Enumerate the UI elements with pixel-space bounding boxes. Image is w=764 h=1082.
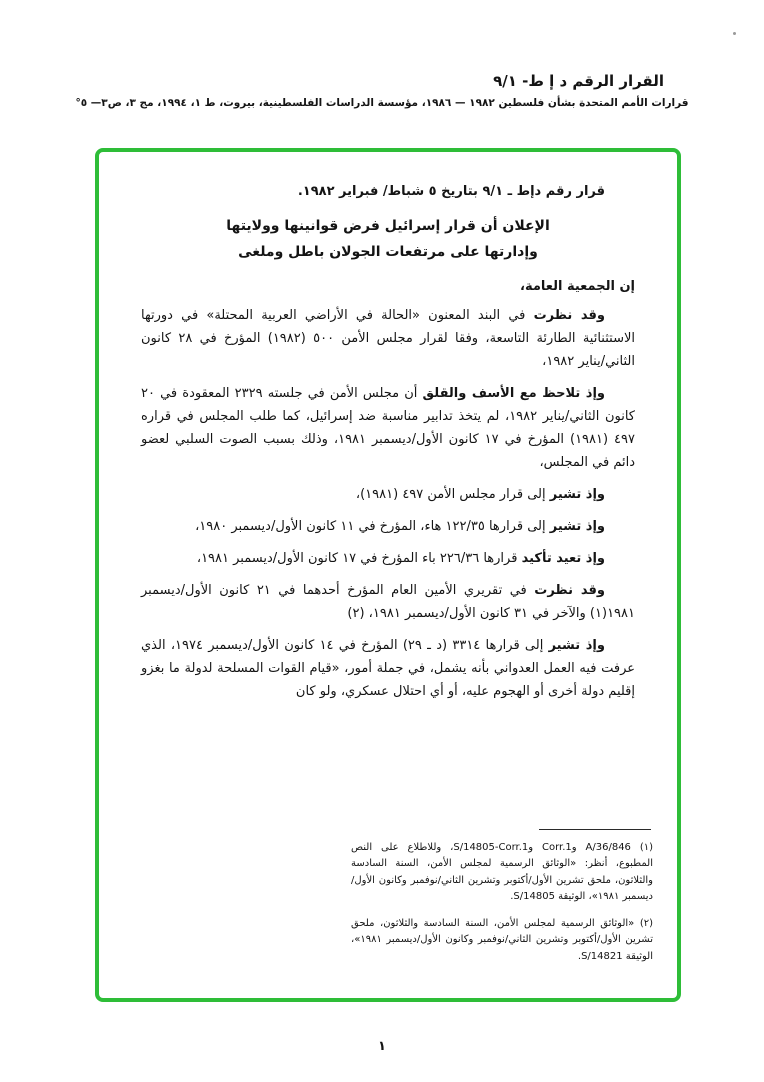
footnote-marker: (١) [639, 841, 654, 853]
source-citation-line: قرارات الأمم المتحدة بشأن فلسطين ١٩٨٢ — ١٩٨٦، مؤسسة الدراسات الفلسطينية، بيروت، ط ١، ١٩٩٤، مج ٣، ص٣— ٥° [75, 97, 689, 109]
resolution-title-line-1: الإعلان أن قرار إسرائيل فرض قوانينها وولايتها [226, 218, 550, 234]
clause-text: في تقريري الأمين العام المؤرخ أحدهما في ٢١ كانون الأول/ديسمبر ١٩٨١(١) والآخر في ٣١ كانون الأول/ديسمبر ١٩٨١، (٢) [141, 583, 635, 621]
clause-lead: وإذ تعيد تأكيد [521, 551, 605, 566]
footnote-item [351, 840, 653, 906]
clause-lead: وإذ تشير [548, 638, 605, 653]
clause-lead: وقد نظرت [533, 308, 605, 323]
clause-text: أن مجلس الأمن في جلسته ٢٣٢٩ المعقودة في ٢٠ كانون الثاني/يناير ١٩٨٢، لم يتخذ تدابير مناسبة ضد إسرائيل، كما طلب المجلس في قراره ٤٩٧ (١٩٨١) المؤرخ في ١٧ كانون الأول/ديسمبر ١٩٨١، وذلك بسبب الصوت السلبي لعضو دائم في المجلس، [141, 386, 635, 470]
resolution-title-line-2: وإدارتها على مرتفعات الجولان باطل وملغى [238, 244, 538, 260]
footnote-item [351, 916, 653, 966]
footnote-separator-rule [539, 829, 651, 830]
clause-paragraph [141, 515, 635, 538]
clause-lead: وإذ تشير [549, 487, 605, 502]
clause-text: إلى قرارها ١٢٢/٣٥ هاء، المؤرخ في ١١ كانون الأول/ديسمبر ١٩٨٠، [195, 519, 550, 534]
resolution-highlight-box [95, 148, 681, 1002]
resolution-ref-line: قرار رقم دإط ـ ٩/١ بتاريخ ٥ شباط/ فبراير ١٩٨٢. [297, 184, 605, 199]
page-header [0, 72, 764, 109]
clause-paragraph [141, 579, 635, 625]
clause-paragraph [141, 634, 635, 703]
resolution-number-heading: القرار الرقم د إ ط- ٩/١ [493, 72, 664, 90]
clause-lead: وإذ تلاحظ مع الأسف والقلق [422, 386, 606, 401]
scan-artifact-dot [733, 32, 736, 35]
clause-paragraph [141, 382, 635, 474]
opening-phrase: إن الجمعية العامة، [520, 279, 635, 294]
footnote-text: «الوثائق الرسمية لمجلس الأمن، السنة السادسة والثلاثون، ملحق تشرين الأول/أكتوبر وتشرين الثاني/نوفمبر وكانون الأول/ديسمبر ١٩٨١»، الوثيقة S/14821. [351, 917, 653, 962]
clause-paragraph [141, 547, 635, 570]
clause-paragraph [141, 483, 635, 506]
clause-text: إلى قرارها ٣٣١٤ (د ـ ٢٩) المؤرخ في ١٤ كانون الأول/ديسمبر ١٩٧٤، الذي عرفت فيه العمل العدواني بأنه يشمل، في جملة أمور، «قيام القوات المسلحة لدولة ما بغزو إقليم دولة أخرى أو الهجوم عليه، أو أي احتلال عسكري، ولو كان [141, 638, 635, 699]
clause-text: قرارها ٢٢٦/٣٦ باء المؤرخ في ١٧ كانون الأول/ديسمبر ١٩٨١، [196, 551, 522, 566]
footnote-marker: (٢) [639, 917, 653, 929]
page-number: ١ [378, 1039, 386, 1054]
clause-lead: وإذ تشير [549, 519, 605, 534]
clause-text: إلى قرار مجلس الأمن ٤٩٧ (١٩٨١)، [355, 487, 550, 502]
resolution-title [141, 213, 635, 265]
clause-paragraph [141, 304, 635, 373]
resolution-body [99, 152, 677, 998]
clause-text: في البند المعنون «الحالة في الأراضي العربية المحتلة» في دورتها الاستثنائية الطارئة التاسعة، وفقا لقرار مجلس الأمن ٥٠٠ (١٩٨٢) المؤرخ في ٢٨ كانون الثاني/يناير ١٩٨٢، [141, 308, 635, 369]
footnote-section [351, 829, 653, 975]
footnote-text: A/36/846 وCorr.1 وS/14805-Corr.1، وللاطلاع على النص المطبوع، أنظر: «الوثائق الرسمية لمجلس الأمن، السنة السادسة والثلاثون، ملحق تشرين الأول/أكتوبر وتشرين الثاني/نوفمبر وكانون الأول/ديسمبر ١٩٨١»، الوثيقة S/14805. [351, 841, 653, 902]
clause-lead: وقد نظرت [534, 583, 605, 598]
